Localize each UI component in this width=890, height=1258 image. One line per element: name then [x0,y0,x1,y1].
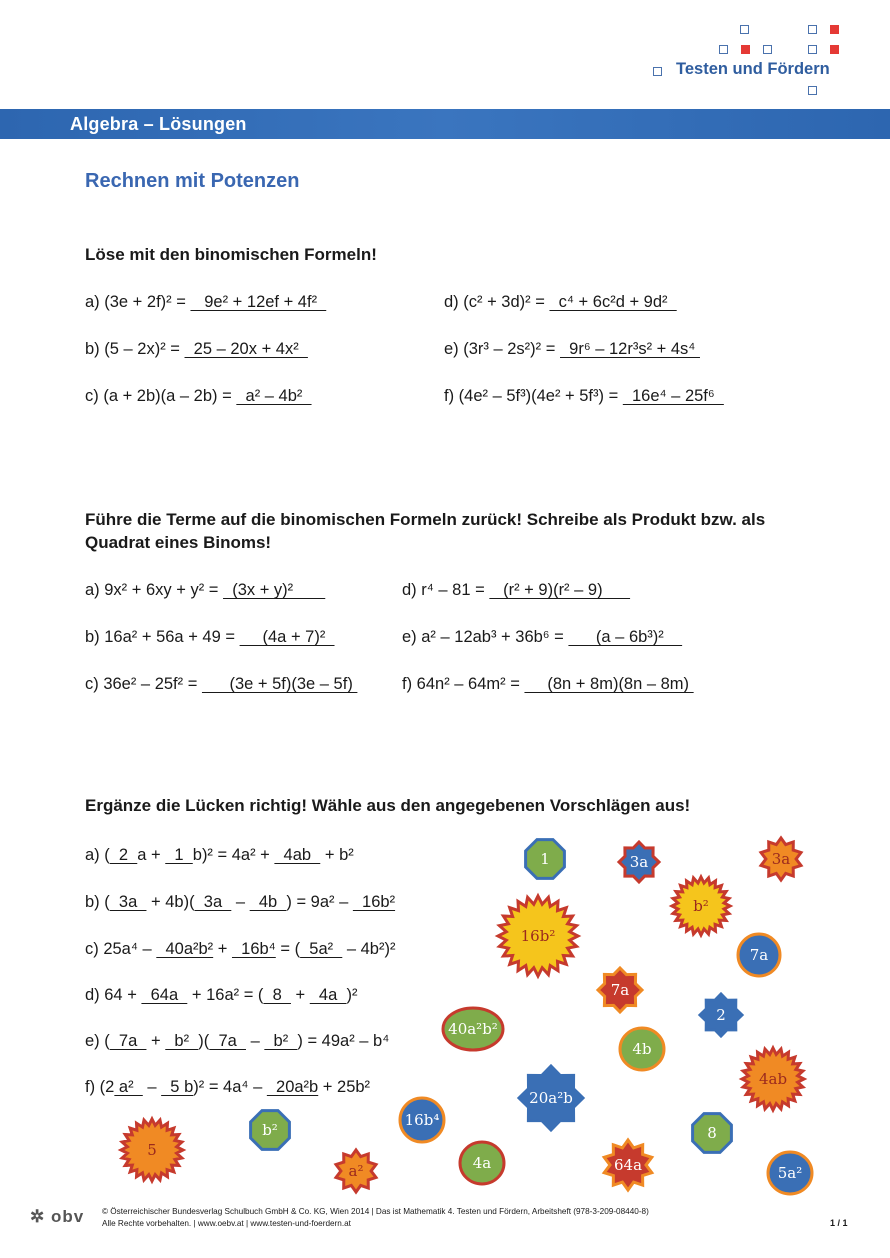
badge-octagon [247,1107,293,1153]
logo-square [741,45,750,54]
exercise-3e: e) ( 7a + b² )( 7a – b² ) = 49a² – b⁴ [85,1032,390,1050]
badge-star [333,1148,379,1194]
badge-ellipse [441,1006,505,1052]
badge-label: 4b [632,1040,652,1058]
page-number: 1 / 1 [830,1218,848,1228]
badge-star [517,1064,585,1132]
badge-label: 7a [749,946,769,964]
badge-label: 16b⁴ [404,1111,440,1129]
badge-sun [119,1117,185,1183]
exercise-2b: b) 16a² + 56a + 49 = (4a + 7)² [85,628,335,646]
badge-circle [766,1150,814,1196]
badge-label: 1 [540,850,550,868]
badge-label: a² [348,1162,364,1180]
exercise-3f: f) (2 a² – 5 b)² = 4a⁴ – 20a²b + 25b² [85,1078,371,1096]
exercise-1e: e) (3r³ – 2s²)² = 9r⁶ – 12r³s² + 4s⁴ [444,340,700,358]
badge-star [758,836,804,882]
section2-heading-line2: Quadrat eines Binoms! [85,533,272,552]
badge-star [617,840,661,884]
exercise-3a: a) ( 2 a + 1 b)² = 4a² + 4ab + b² [85,846,354,864]
exercise-2d: d) r⁴ – 81 = (r² + 9)(r² – 9) [402,581,631,599]
exercise-2e: e) a² – 12ab³ + 36b⁶ = (a – 6b³)² [402,628,683,646]
badge-star [596,966,644,1014]
badge-label: 3a [771,850,791,868]
page-title: Rechnen mit Potenzen [85,170,300,192]
badge-star [698,992,744,1038]
exercise-2c: c) 36e² – 25f² = (3e + 5f)(3e – 5f) [85,675,358,693]
badge-label: 20a²b [529,1089,573,1107]
exercise-2f: f) 64n² – 64m² = (8n + 8m)(8n – 8m) [402,675,694,693]
exercise-3b: b) ( 3a + 4b)( 3a – 4b ) = 9a² – 16b² [85,893,396,911]
publisher-logo: ✲ obv [30,1207,85,1226]
badge-label: b² [693,897,709,915]
logo-square [653,67,662,76]
publisher-name: obv [50,1207,85,1226]
exercise-1c: c) (a + 2b)(a – 2b) = a² – 4b² [85,387,312,405]
badge-sun [670,875,732,937]
header-banner [0,109,890,139]
section2-heading-line1: Führe die Terme auf die binomischen Formeln zurück! Schreibe als Produkt bzw. als [85,510,766,529]
badge-circle [736,932,782,978]
exercise-3c: c) 25a⁴ – 40a²b² + 16b⁴ = ( 5a² – 4b²)² [85,940,396,958]
badge-octagon [689,1110,735,1156]
badge-circle [458,1140,506,1186]
badge-label: b² [262,1121,278,1139]
logo-square [808,25,817,34]
exercise-1d: d) (c² + 3d)² = c⁴ + 6c²d + 9d² [444,293,677,311]
logo-square [808,86,817,95]
logo-square [740,25,749,34]
badge-label: 4ab [758,1070,788,1088]
badge-octagon [522,836,568,882]
banner-title: Algebra – Lösungen [70,114,247,134]
badge-label: 16b² [520,927,556,945]
badge-label: 4a [472,1154,492,1172]
exercise-1f: f) (4e² – 5f³)(4e² + 5f³) = 16e⁴ – 25f⁶ [444,387,724,405]
exercise-2a: a) 9x² + 6xy + y² = (3x + y)² [85,581,326,599]
section1-heading: Löse mit den binomischen Formeln! [85,245,377,264]
footer-copyright: © Österreichischer Bundesverlag Schulbuch GmbH & Co. KG, Wien 2014 | Das ist Mathematik 4. Testen und Fördern, Arbeitsheft (978-3-209-08440-8) [102,1207,649,1216]
logo-square [763,45,772,54]
exercise-1b: b) (5 – 2x)² = 25 – 20x + 4x² [85,340,308,358]
badge-label: 64a [613,1156,643,1174]
badge-label: 2 [716,1006,726,1024]
badge-circle [618,1026,666,1072]
badge-label: 40a²b² [448,1020,498,1038]
logo-square [830,45,839,54]
badge-circle [398,1096,446,1144]
exercise-3d: d) 64 + 64a + 16a² = ( 8 + 4a )² [85,986,358,1004]
footer-links: Alle Rechte vorbehalten. | www.oebv.at | www.testen-und-foerdern.at [102,1219,351,1228]
section3-heading: Ergänze die Lücken richtig! Wähle aus den angegebenen Vorschlägen aus! [85,796,691,815]
logo-square [808,45,817,54]
badge-sun [496,894,580,978]
badge-sun [740,1046,806,1112]
logo-square [830,25,839,34]
badge-label: 5a² [777,1164,803,1182]
exercise-1a: a) (3e + 2f)² = 9e² + 12ef + 4f² [85,293,327,311]
badge-label: 5 [147,1141,157,1159]
logo-text: Testen und Fördern [676,60,830,78]
badge-label: 3a [629,853,649,871]
badge-star [601,1138,655,1192]
badge-label: 8 [707,1124,717,1142]
logo-square [719,45,728,54]
badge-label: 7a [610,981,630,999]
